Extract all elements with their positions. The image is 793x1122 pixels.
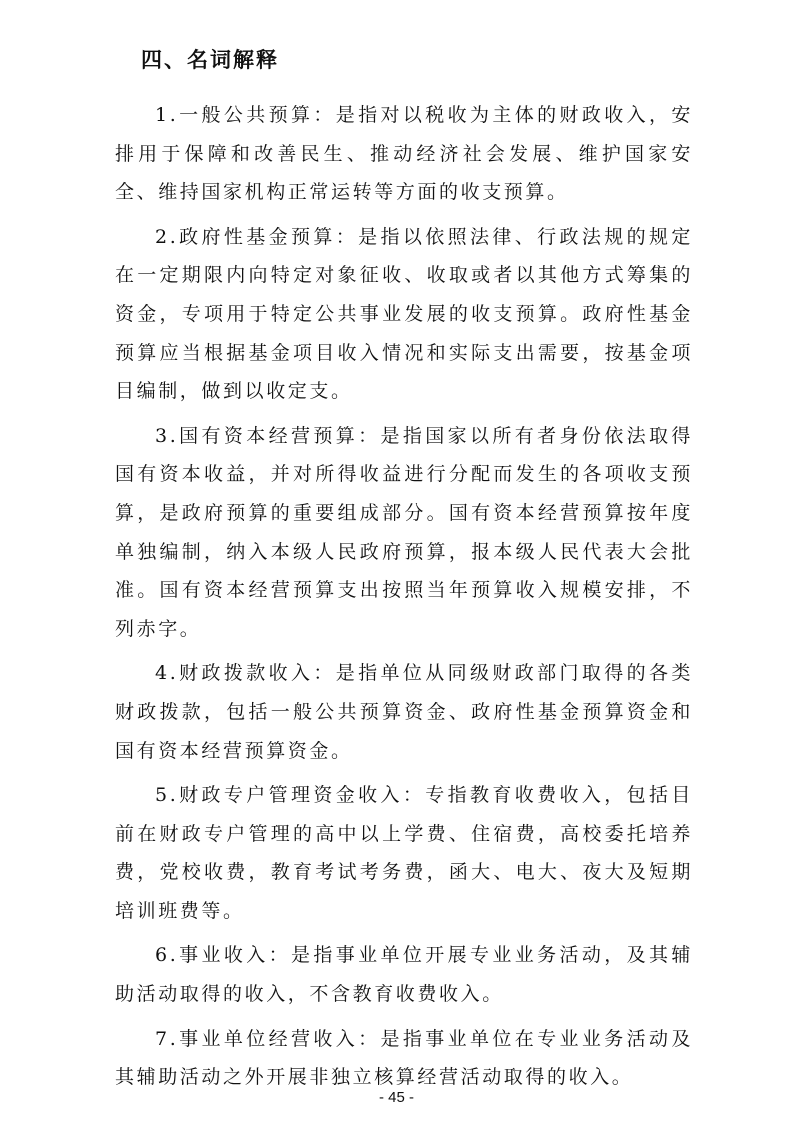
definitions-body (115, 96, 693, 1103)
definition-paragraph: 3.国有资本经营预算：是指国家以所有者身份依法取得国有资本收益，并对所得收益进行分配而发生的各项收支预算，是政府预算的重要组成部分。国有资本经营预算按年度单独编制，纳入本级人民政府预算，报本级人民代表大会批准。国有资本经营预算支出按照当年预算收入规模安排，不列赤字。 (115, 424, 693, 640)
section-heading: 四、名词解释 (141, 48, 279, 72)
page-number: - 45 - (378, 1089, 414, 1106)
definition-paragraph: 2.政府性基金预算：是指以依照法律、行政法规的规定在一定期限内向特定对象征收、收取或者以其他方式筹集的资金，专项用于特定公共事业发展的收支预算。政府性基金预算应当根据基金项目收入情况和实际支出需要，按基金项目编制，做到以收定支。 (115, 225, 693, 403)
definition-paragraph: 1.一般公共预算：是指对以税收为主体的财政收入，安排用于保障和改善民生、推动经济社会发展、维护国家安全、维持国家机构正常运转等方面的收支预算。 (115, 104, 693, 204)
definition-paragraph: 6.事业收入：是指事业单位开展专业业务活动，及其辅助活动取得的收入，不含教育收费收入。 (115, 944, 693, 1006)
definition-paragraph: 5.财政专户管理资金收入：专指教育收费收入，包括目前在财政专户管理的高中以上学费、住宿费，高校委托培养费，党校收费，教育考试考务费，函大、电大、夜大及短期培训班费等。 (115, 784, 693, 922)
definition-paragraph: 7.事业单位经营收入：是指事业单位在专业业务活动及其辅助活动之外开展非独立核算经营活动取得的收入。 (115, 1027, 693, 1089)
definition-paragraph: 4.财政拨款收入：是指单位从同级财政部门取得的各类财政拨款，包括一般公共预算资金、政府性基金预算资金和国有资本经营预算资金。 (115, 662, 693, 762)
